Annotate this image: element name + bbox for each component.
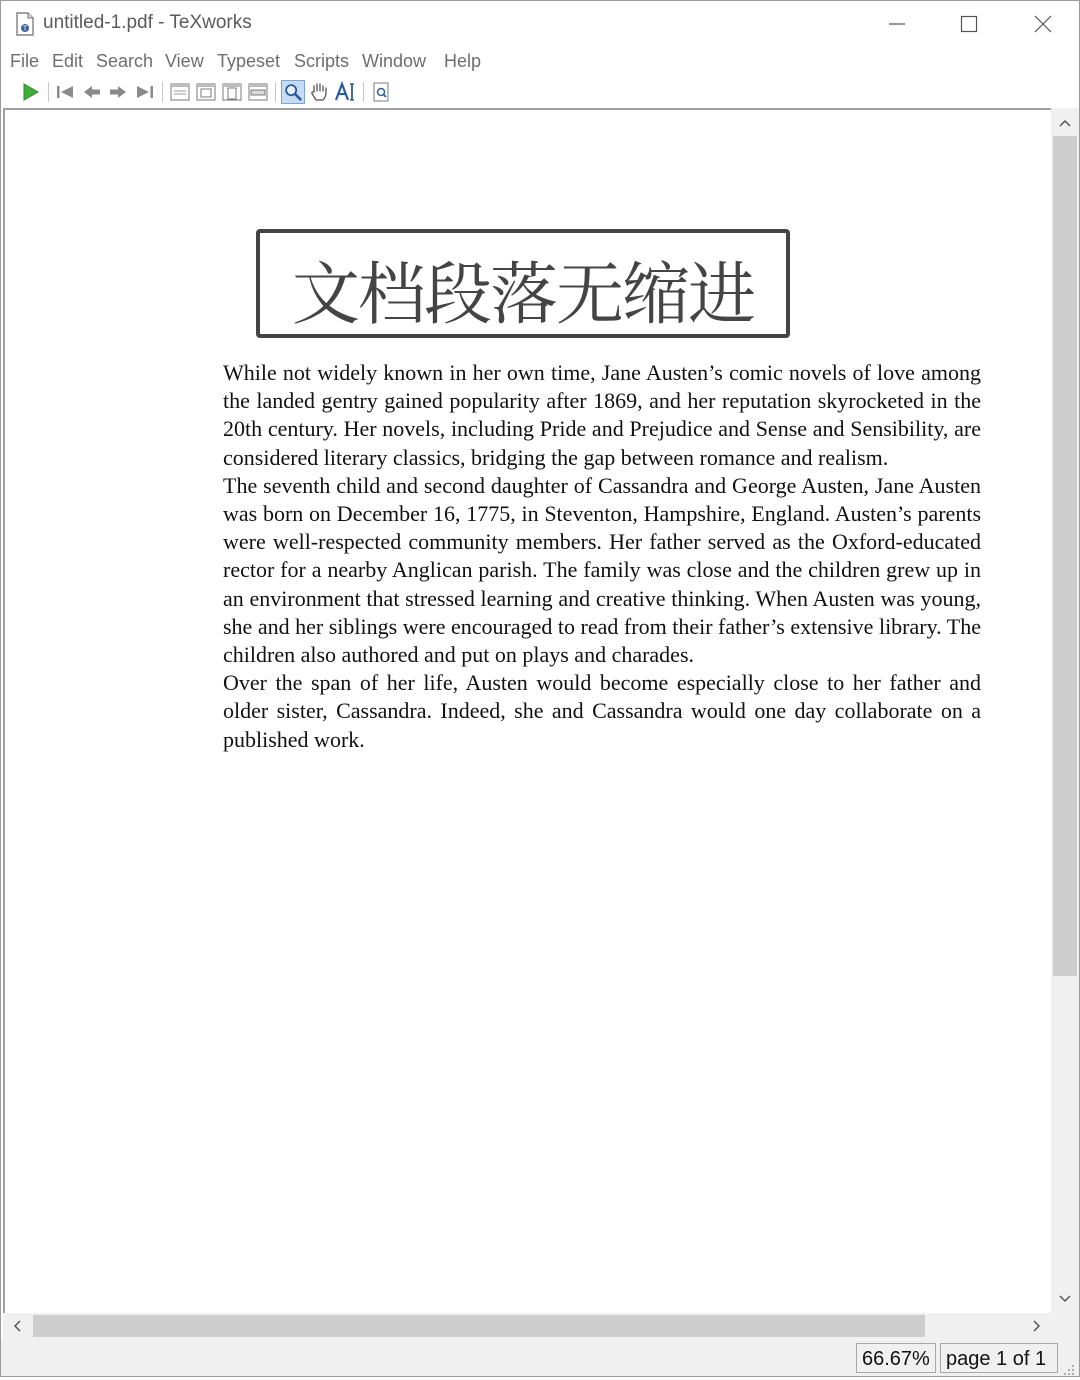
select-text-button[interactable]	[334, 80, 358, 104]
menu-bar	[1, 49, 1079, 77]
status-bar	[1, 1339, 1079, 1376]
pdf-viewer[interactable]	[3, 108, 1051, 1313]
pdf-document-icon	[15, 12, 35, 36]
heading-box	[256, 229, 790, 338]
menu-view[interactable]: View	[165, 51, 204, 71]
document-heading: 文档段落无缩进	[291, 256, 754, 335]
zoom-level[interactable]: 66.67%	[856, 1343, 936, 1373]
first-page-button[interactable]	[53, 80, 77, 104]
menu-file[interactable]: File	[10, 51, 40, 71]
svg-text:T: T	[22, 24, 28, 33]
toolbar-separator	[275, 82, 276, 102]
toolbar	[1, 79, 1079, 107]
fit-content-icon	[246, 80, 270, 104]
title-bar	[1, 1, 1079, 47]
fit-page-icon	[220, 80, 244, 104]
maximize-icon	[960, 15, 978, 33]
first-page-icon	[53, 80, 77, 104]
previous-page-icon	[80, 80, 104, 104]
select-text-icon	[334, 80, 358, 104]
horizontal-scrollbar[interactable]	[3, 1313, 1051, 1339]
menu-edit[interactable]: Edit	[52, 51, 84, 71]
scroll-down-button[interactable]	[1051, 1288, 1079, 1310]
paragraph: The seventh child and second daughter of Cassandra and George Austen, Jane Austen was born on December 16, 1775, in Steventon, Hampshire, England. Austen’s parents were well-respected community members. Her father served as the Oxford-educated rector for a nearby Anglican parish. The family was close and the children grew up in an environment that stressed learning and creative thinking. When Austen was young, she and her siblings were encouraged to read from their father’s extensive library. The children also authored and put on plays and charades.	[223, 472, 981, 668]
scroll-hand-button[interactable]	[307, 80, 331, 104]
magnify-icon	[282, 81, 304, 103]
last-page-button[interactable]	[133, 80, 157, 104]
scroll-up-button[interactable]	[1051, 112, 1079, 134]
window-title: untitled-1.pdf - TeXworks	[43, 12, 252, 33]
minimize-button[interactable]	[861, 1, 933, 47]
scroll-hand-icon	[307, 80, 331, 104]
menu-window[interactable]: Window	[362, 51, 427, 71]
toolbar-separator	[363, 82, 364, 102]
horizontal-scroll-thumb[interactable]	[33, 1315, 925, 1337]
chevron-left-icon	[5, 1313, 29, 1339]
scrollbar-corner	[1051, 1313, 1079, 1339]
close-icon	[1034, 15, 1052, 33]
resize-grip-icon[interactable]	[1063, 1361, 1075, 1373]
goto-source-icon	[369, 80, 393, 104]
paragraph: Over the span of her life, Austen would become especially close to her father and older sister, Cassandra. Indeed, she and Cassandra would one day collaborate on a published work.	[223, 670, 981, 752]
minimize-icon	[888, 15, 906, 33]
scroll-right-button[interactable]	[1025, 1313, 1049, 1339]
typeset-button[interactable]	[18, 80, 42, 104]
document-body	[223, 359, 981, 754]
actual-size-icon	[168, 80, 192, 104]
goto-source-button[interactable]	[369, 80, 393, 104]
chevron-down-icon	[1051, 1288, 1079, 1310]
next-page-button[interactable]	[106, 80, 130, 104]
actual-size-button[interactable]	[168, 80, 192, 104]
menu-scripts[interactable]: Scripts	[294, 51, 350, 71]
toolbar-separator	[162, 82, 163, 102]
fit-width-button[interactable]	[194, 80, 218, 104]
scroll-left-button[interactable]	[5, 1313, 29, 1339]
close-button[interactable]	[1007, 1, 1079, 47]
fit-page-button[interactable]	[220, 80, 244, 104]
page-indicator[interactable]: page 1 of 1	[940, 1343, 1058, 1373]
chevron-right-icon	[1025, 1313, 1049, 1339]
paragraph: While not widely known in her own time, Jane Austen’s comic novels of love among the landed gentry gained popularity after 1869, and her reputation skyrocketed in the 20th century. Her novels, including Pride and Prejudice and Sense and Sensibility, are considered literary classics, bridging the gap between romance and realism.	[223, 360, 981, 470]
vertical-scrollbar[interactable]	[1051, 108, 1079, 1313]
typeset-icon	[18, 80, 42, 104]
last-page-icon	[133, 80, 157, 104]
toolbar-separator	[48, 82, 49, 102]
next-page-icon	[106, 80, 130, 104]
menu-help[interactable]: Help	[444, 51, 482, 71]
magnify-button[interactable]	[281, 80, 305, 104]
menu-typeset[interactable]: Typeset	[217, 51, 281, 71]
fit-content-button[interactable]	[246, 80, 270, 104]
menu-search[interactable]: Search	[96, 51, 154, 71]
maximize-button[interactable]	[933, 1, 1005, 47]
fit-width-icon	[194, 80, 218, 104]
vertical-scroll-thumb[interactable]	[1053, 136, 1077, 976]
chevron-up-icon	[1051, 112, 1079, 134]
previous-page-button[interactable]	[80, 80, 104, 104]
